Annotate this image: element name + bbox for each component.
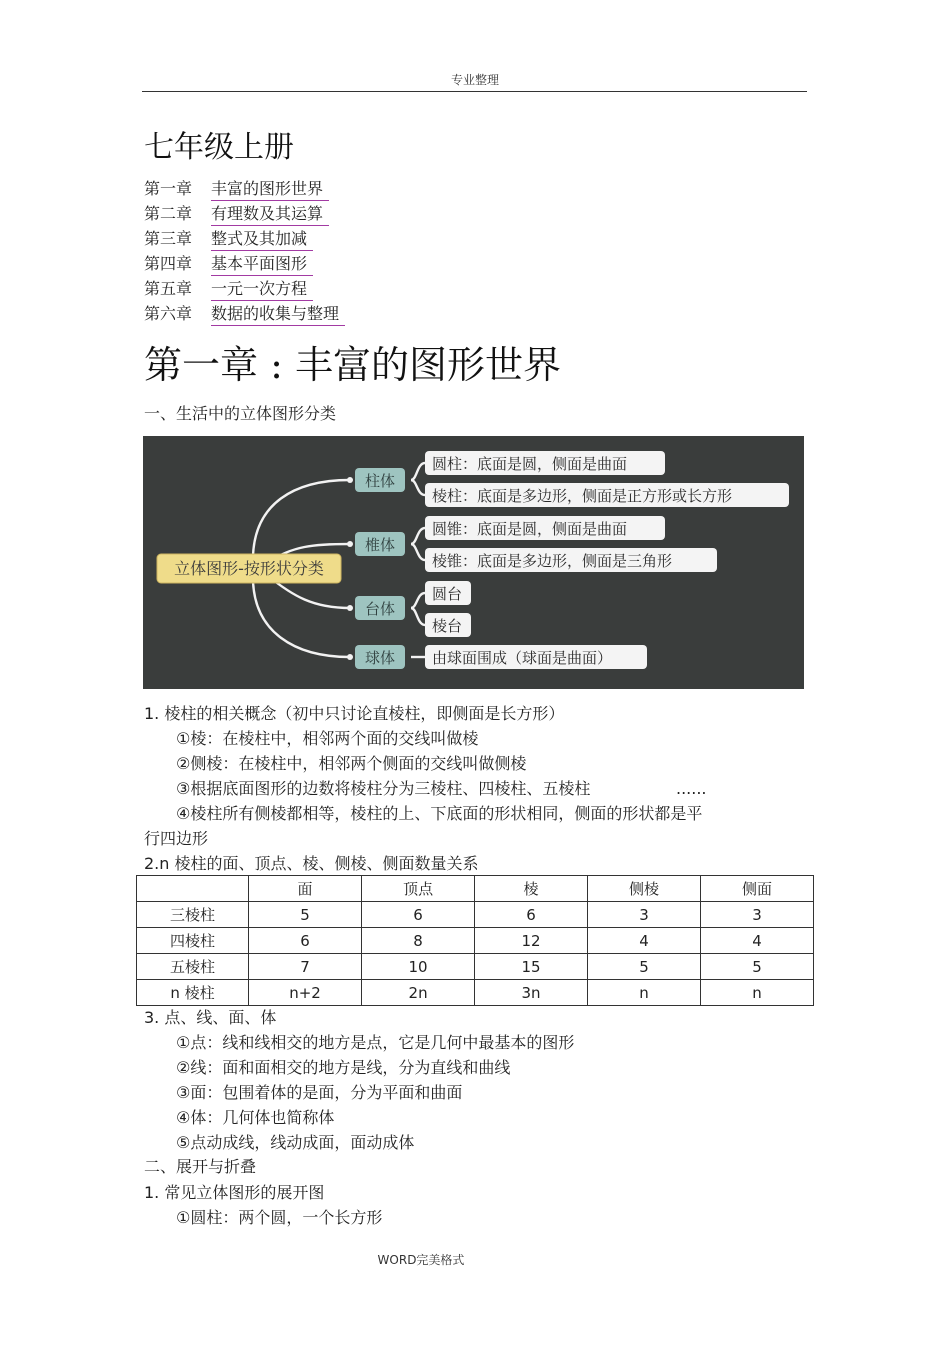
- chapter-heading: 第一章 : 丰富的图形世界: [144, 343, 561, 387]
- points-item: ③面：包围着体的是面，分为平面和曲面: [176, 1083, 463, 1102]
- prism-item-wrap: 行四边形: [144, 829, 209, 848]
- toc-link[interactable]: 有理数及其运算: [211, 203, 329, 226]
- prism-ellipsis: ......: [676, 779, 707, 798]
- toc-chapter: 第三章: [144, 229, 193, 248]
- leaf-label: 由球面围成（球面是曲面）: [432, 649, 613, 667]
- toc-link[interactable]: 丰富的图形世界: [211, 178, 329, 201]
- points-item: ①点：线和线相交的地方是点，它是几何中最基本的图形: [176, 1033, 575, 1052]
- branch-label: 椎体: [364, 536, 396, 554]
- toc-item[interactable]: [144, 253, 313, 278]
- table-cell: 5: [248, 902, 361, 928]
- prism-item: ③根据底面图形的边数将棱柱分为三棱柱、四棱柱、五棱柱: [176, 779, 591, 798]
- table-cell: 5: [701, 954, 814, 980]
- table-cell: 6: [248, 928, 361, 954]
- header-rule: [142, 91, 807, 92]
- book-title: 七年级上册: [144, 130, 294, 165]
- table-row: [137, 928, 814, 954]
- toc-chapter: 第五章: [144, 279, 193, 298]
- table-row: [137, 980, 814, 1006]
- table-cell: 三棱柱: [137, 902, 249, 928]
- points-item: ②线：面和面相交的地方是线，分为直线和曲线: [176, 1058, 511, 1077]
- table-cell: 5: [588, 954, 701, 980]
- toc-item[interactable]: [144, 178, 329, 203]
- table-header-cell: 面: [248, 876, 361, 902]
- leaf-label: 棱台: [432, 617, 463, 635]
- branch-label: 台体: [364, 600, 396, 618]
- toc-chapter: 第六章: [144, 304, 193, 323]
- table-cell: 6: [362, 902, 475, 928]
- table-cell: 五棱柱: [137, 954, 249, 980]
- page-footer: WORD完美格式: [377, 1253, 465, 1267]
- table-cell: 3n: [475, 980, 588, 1006]
- table-cell: 7: [248, 954, 361, 980]
- table-header-cell: 侧面: [701, 876, 814, 902]
- leaf-label: 圆台: [432, 585, 463, 603]
- table-cell: 4: [588, 928, 701, 954]
- table-cell: 四棱柱: [137, 928, 249, 954]
- table-cell: n: [588, 980, 701, 1006]
- table-header-cell: [137, 876, 249, 902]
- mindmap-branch-prism: [355, 468, 405, 492]
- table-cell: n+2: [248, 980, 361, 1006]
- table-cell: 8: [362, 928, 475, 954]
- prism-item: ②侧棱：在棱柱中，相邻两个侧面的交线叫做侧棱: [176, 754, 527, 773]
- mindmap-diagram: [143, 436, 804, 689]
- table-row: [137, 902, 814, 928]
- mindmap-branch-cone: [355, 532, 405, 556]
- mindmap-branch-frustum: [355, 596, 405, 620]
- table-title: 2.n 棱柱的面、顶点、棱、侧棱、侧面数量关系: [144, 854, 479, 873]
- table-cell: n: [701, 980, 814, 1006]
- table-cell: 2n: [362, 980, 475, 1006]
- leaf-label: 圆锥：底面是圆，侧面是曲面: [432, 520, 628, 538]
- toc-link[interactable]: 整式及其加减: [211, 228, 313, 251]
- table-header-cell: 棱: [475, 876, 588, 902]
- toc-item[interactable]: [144, 228, 313, 253]
- table-cell: 6: [475, 902, 588, 928]
- toc-chapter: 第二章: [144, 204, 193, 223]
- toc-item[interactable]: [144, 203, 329, 228]
- mindmap-root-label: 立体图形-按形状分类: [174, 559, 324, 578]
- table-cell: 12: [475, 928, 588, 954]
- unfold-title: 1. 常见立体图形的展开图: [144, 1183, 325, 1202]
- prism-item: ①棱：在棱柱中，相邻两个面的交线叫做棱: [176, 729, 479, 748]
- table-cell: 3: [701, 902, 814, 928]
- table-cell: n 棱柱: [137, 980, 249, 1006]
- table-header-cell: 侧棱: [588, 876, 701, 902]
- table-cell: 3: [588, 902, 701, 928]
- toc-link[interactable]: 数据的收集与整理: [211, 303, 345, 326]
- toc-link[interactable]: 一元一次方程: [211, 278, 313, 301]
- table-cell: 4: [701, 928, 814, 954]
- toc-chapter: 第一章: [144, 179, 193, 198]
- points-item: ④体：几何体也简称体: [176, 1108, 335, 1127]
- points-item: ⑤点动成线，线动成面，面动成体: [176, 1133, 415, 1152]
- branch-label: 柱体: [364, 472, 396, 490]
- table-cell: 10: [362, 954, 475, 980]
- page-header: 专业整理: [450, 73, 499, 87]
- prism-count-table: [136, 875, 814, 1006]
- table-cell: 15: [475, 954, 588, 980]
- prism-item: ④棱柱所有侧棱都相等，棱柱的上、下底面的形状相同，侧面的形状都是平: [176, 804, 703, 823]
- mindmap-branch-sphere: [355, 645, 405, 669]
- branch-label: 球体: [364, 649, 396, 667]
- points-title: 3. 点、线、面、体: [144, 1008, 277, 1027]
- section-title: 二、展开与折叠: [144, 1157, 257, 1176]
- leaf-label: 棱柱：底面是多边形，侧面是正方形或长方形: [432, 487, 733, 505]
- mindmap-root: [157, 554, 341, 583]
- table-header-row: [137, 876, 814, 902]
- table-header-cell: 顶点: [362, 876, 475, 902]
- table-row: [137, 954, 814, 980]
- prism-title: 1. 棱柱的相关概念（初中只讨论直棱柱，即侧面是长方形）: [144, 704, 565, 723]
- unfold-item: ①圆柱：两个圆，一个长方形: [176, 1208, 383, 1227]
- leaf-label: 圆柱：底面是圆，侧面是曲面: [432, 455, 628, 473]
- toc-chapter: 第四章: [144, 254, 193, 273]
- leaf-label: 棱锥：底面是多边形，侧面是三角形: [432, 552, 673, 570]
- toc-item[interactable]: [144, 303, 345, 328]
- section-title: 一、生活中的立体图形分类: [144, 404, 337, 423]
- toc-item[interactable]: [144, 278, 313, 303]
- toc-link[interactable]: 基本平面图形: [211, 253, 313, 276]
